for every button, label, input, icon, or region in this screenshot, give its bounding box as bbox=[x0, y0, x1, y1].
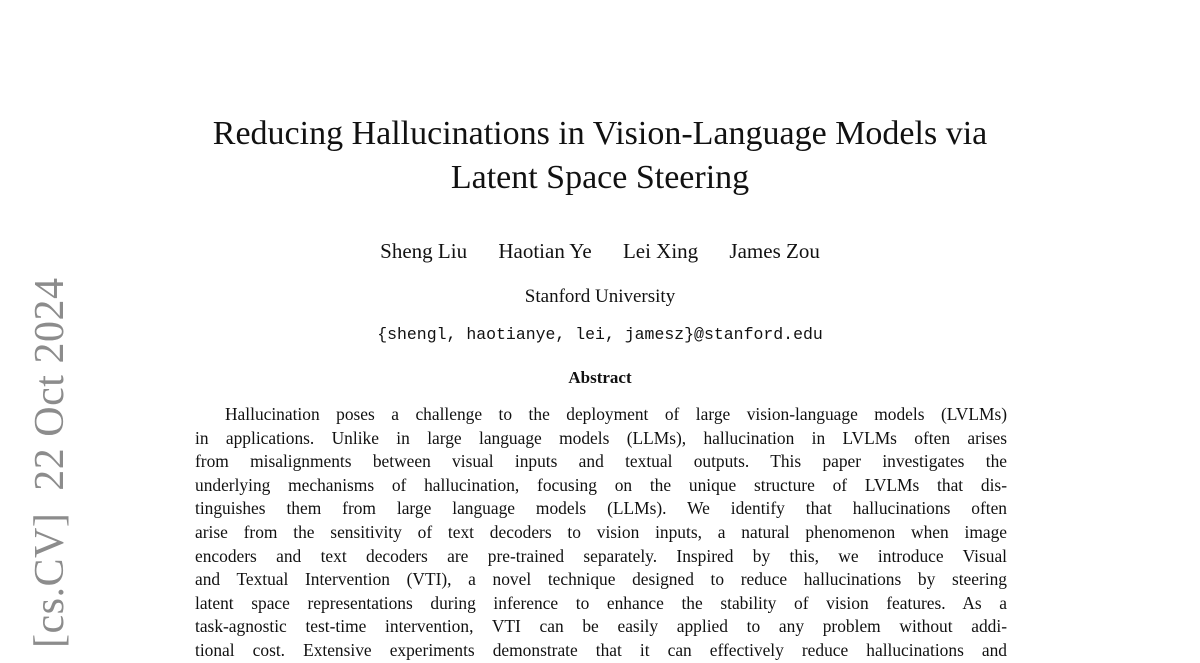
abstract-heading: Abstract bbox=[568, 368, 632, 387]
arxiv-date: 22 Oct 2024 bbox=[27, 277, 73, 491]
author-name: Sheng Liu bbox=[380, 239, 468, 263]
paper-title-line-2: Latent Space Steering bbox=[450, 159, 750, 196]
author-name: James Zou bbox=[729, 239, 820, 263]
arxiv-stamp bbox=[26, 277, 74, 648]
author-name: Haotian Ye bbox=[498, 239, 592, 263]
paper-title bbox=[120, 112, 1080, 200]
abstract-body bbox=[195, 403, 1007, 663]
abstract-line: Hallucination poses a challenge to the deployment of large vision-language models (LVLMs) bbox=[225, 404, 1007, 424]
paper-title-line-1: Reducing Hallucinations in Vision-Language Models via bbox=[212, 115, 988, 152]
abstract-line: from misalignments between visual inputs and textual outputs. This paper investigates the bbox=[195, 451, 1007, 472]
abstract-line: arise from the sensitivity of text decoders to vision inputs, a natural phenomenon when image bbox=[195, 521, 1007, 542]
arxiv-category: [cs.CV] bbox=[27, 512, 73, 648]
author-emails: {shengl, haotianye, lei, jamesz}@stanford.edu bbox=[377, 325, 823, 344]
abstract-line: underlying mechanisms of hallucination, focusing on the unique structure of LVLMs that dis- bbox=[195, 474, 1007, 495]
author-list bbox=[200, 236, 1000, 266]
abstract-line: latent space representations during inference to enhance the stability of vision features. As a bbox=[195, 592, 1007, 613]
abstract-line: tional cost. Extensive experiments demonstrate that it can effectively reduce hallucinations and bbox=[195, 639, 1007, 660]
abstract-line: tinguishes them from large language models (LLMs). We identify that hallucinations often bbox=[195, 498, 1007, 519]
abstract-line: task-agnostic test-time intervention, VTI can be easily applied to any problem without addi- bbox=[195, 616, 1007, 637]
affiliation: Stanford University bbox=[524, 286, 676, 307]
abstract-line: in applications. Unlike in large language models (LLMs), hallucination in LVLMs often arises bbox=[195, 427, 1007, 448]
abstract-line: and Textual Intervention (VTI), a novel technique designed to reduce hallucinations by steering bbox=[195, 569, 1007, 590]
abstract-line: encoders and text decoders are pre-trained separately. Inspired by this, we introduce Visual bbox=[195, 545, 1007, 566]
author-name: Lei Xing bbox=[622, 239, 699, 263]
